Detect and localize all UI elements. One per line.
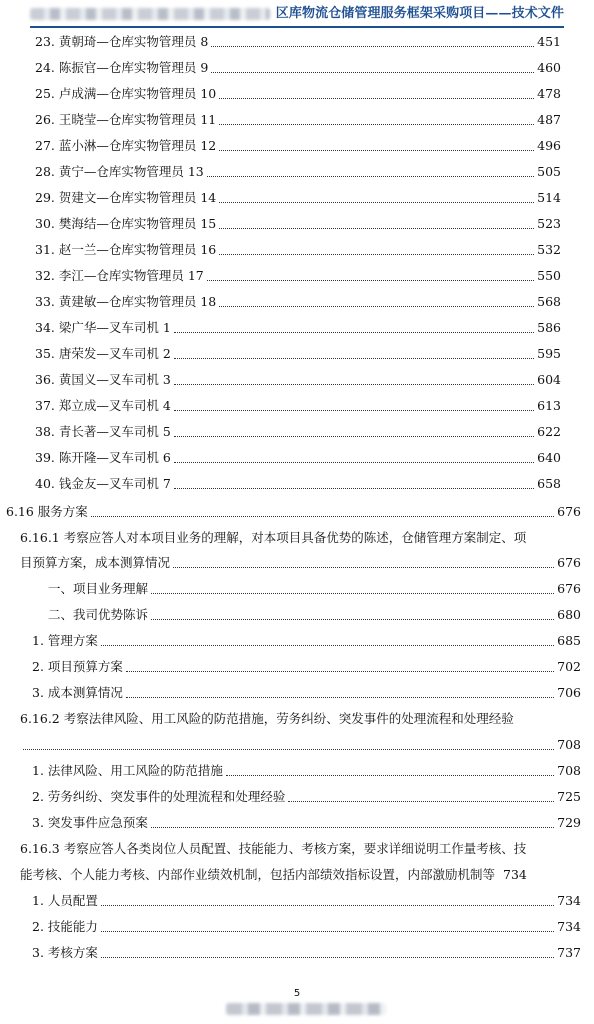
toc-entry[interactable]: 40. 钱金友—叉车司机 7 658 [35,476,561,491]
leader-dots [219,228,534,229]
toc-entry[interactable]: 27. 蓝小淋—仓库实物管理员 12 496 [35,138,561,153]
toc-entry[interactable]: 25. 卢成满—仓库实物管理员 10 478 [35,86,561,101]
leader-dots [219,202,534,203]
toc-subsection-line[interactable]: 6.16.2 考察法律风险、用工风险的防范措施，劳务纠纷、突发事件的处理流程和处理经验 [20,711,514,726]
leader-dots [219,254,534,255]
leader-dots [126,671,554,672]
leader-dots [151,593,554,594]
toc-entry[interactable]: 32. 李江—仓库实物管理员 17 550 [35,268,561,283]
toc-entry[interactable]: 30. 樊海结—仓库实物管理员 15 523 [35,216,561,231]
toc-entry[interactable]: 37. 郑立成—叉车司机 4 613 [35,398,561,413]
leader-dots [219,150,534,151]
toc-entry[interactable]: 1. 人员配置 734 [32,893,581,908]
toc-entry[interactable]: 1. 法律风险、用工风险的防范措施 708 [32,763,581,778]
redacted-footer-text [226,1003,386,1015]
toc-entry[interactable]: 38. 青长著—叉车司机 5 622 [35,424,561,439]
leader-dots [101,931,554,932]
document-title: 区库物流仓储管理服务框架采购项目——技术文件 [275,6,564,21]
leader-dots [151,619,554,620]
toc-entry[interactable]: 3. 考核方案 737 [32,945,581,960]
toc-entry[interactable]: 36. 黄国义—叉车司机 3 604 [35,372,561,387]
leader-dots [219,124,534,125]
leader-dots [23,749,554,750]
leader-dots [126,697,554,698]
toc-entry[interactable]: 2. 劳务纠纷、突发事件的处理流程和处理经验 725 [32,789,581,804]
toc-entry[interactable]: 35. 唐荣发—叉车司机 2 595 [35,346,561,361]
leader-dots [101,905,554,906]
leader-dots [211,46,534,47]
leader-dots [91,516,554,517]
leader-dots [219,98,534,99]
leader-dots [211,72,534,73]
leader-dots [174,488,534,489]
toc-entry[interactable]: 3. 成本测算情况 706 [32,685,581,700]
leader-dots [226,775,554,776]
toc-entry[interactable]: 28. 黄宁—仓库实物管理员 13 505 [35,164,561,179]
leader-dots [173,567,554,568]
page-number: 5 [293,988,301,999]
toc-subsection-entry[interactable]: 708 [20,737,581,753]
leader-dots [207,176,534,177]
toc-entry[interactable]: 24. 陈振官—仓库实物管理员 9 460 [35,60,561,75]
leader-dots [101,957,554,958]
toc-section-heading[interactable]: 6.16 服务方案 676 [6,504,581,519]
leader-dots [174,410,534,411]
leader-dots [174,384,534,385]
leader-dots [288,801,554,802]
toc-entry[interactable]: 2. 技能能力 734 [32,919,581,934]
toc-entry[interactable]: 33. 黄建敏—仓库实物管理员 18 568 [35,294,561,309]
redacted-company-name [30,8,270,20]
leader-dots [207,280,534,281]
toc-entry[interactable]: 2. 项目预算方案 702 [32,659,581,674]
leader-dots [174,358,534,359]
toc-entry[interactable]: 34. 梁广华—叉车司机 1 586 [35,320,561,335]
toc-subsection-line[interactable]: 6.16.1 考察应答人对本项目业务的理解，对本项目具备优势的陈述，仓储管理方案制定、项 [20,530,527,545]
toc-entry[interactable]: 一、项目业务理解 676 [48,581,581,596]
leader-dots [101,645,554,646]
toc-subsection-entry[interactable]: 目预算方案，成本测算情况 676 [20,555,581,570]
toc-entry[interactable]: 26. 王晓莹—仓库实物管理员 11 487 [35,112,561,127]
toc-entry[interactable]: 39. 陈开隆—叉车司机 6 640 [35,450,561,465]
leader-dots [151,827,554,828]
toc-entry[interactable]: 23. 黄朝琦—仓库实物管理员 8 451 [35,34,561,49]
toc-entry[interactable]: 1. 管理方案 685 [32,633,581,648]
leader-dots [174,332,534,333]
toc-entry[interactable]: 29. 贺建文—仓库实物管理员 14 514 [35,190,561,205]
toc-entry[interactable]: 二、我司优势陈诉 680 [48,607,581,622]
toc-subsection-line[interactable]: 6.16.3 考察应答人各类岗位人员配置、技能能力、考核方案，要求详细说明工作量考核、技 [20,841,527,856]
leader-dots [219,306,534,307]
page-header [30,0,564,28]
leader-dots [174,436,534,437]
leader-dots [174,462,534,463]
toc-entry[interactable]: 3. 突发事件应急预案 729 [32,815,581,830]
toc-entry[interactable]: 31. 赵一兰—仓库实物管理员 16 532 [35,242,561,257]
toc-subsection-entry[interactable]: 能考核、个人能力考核、内部作业绩效机制，包括内部绩效指标设置，内部激励机制等 734 [20,867,527,882]
